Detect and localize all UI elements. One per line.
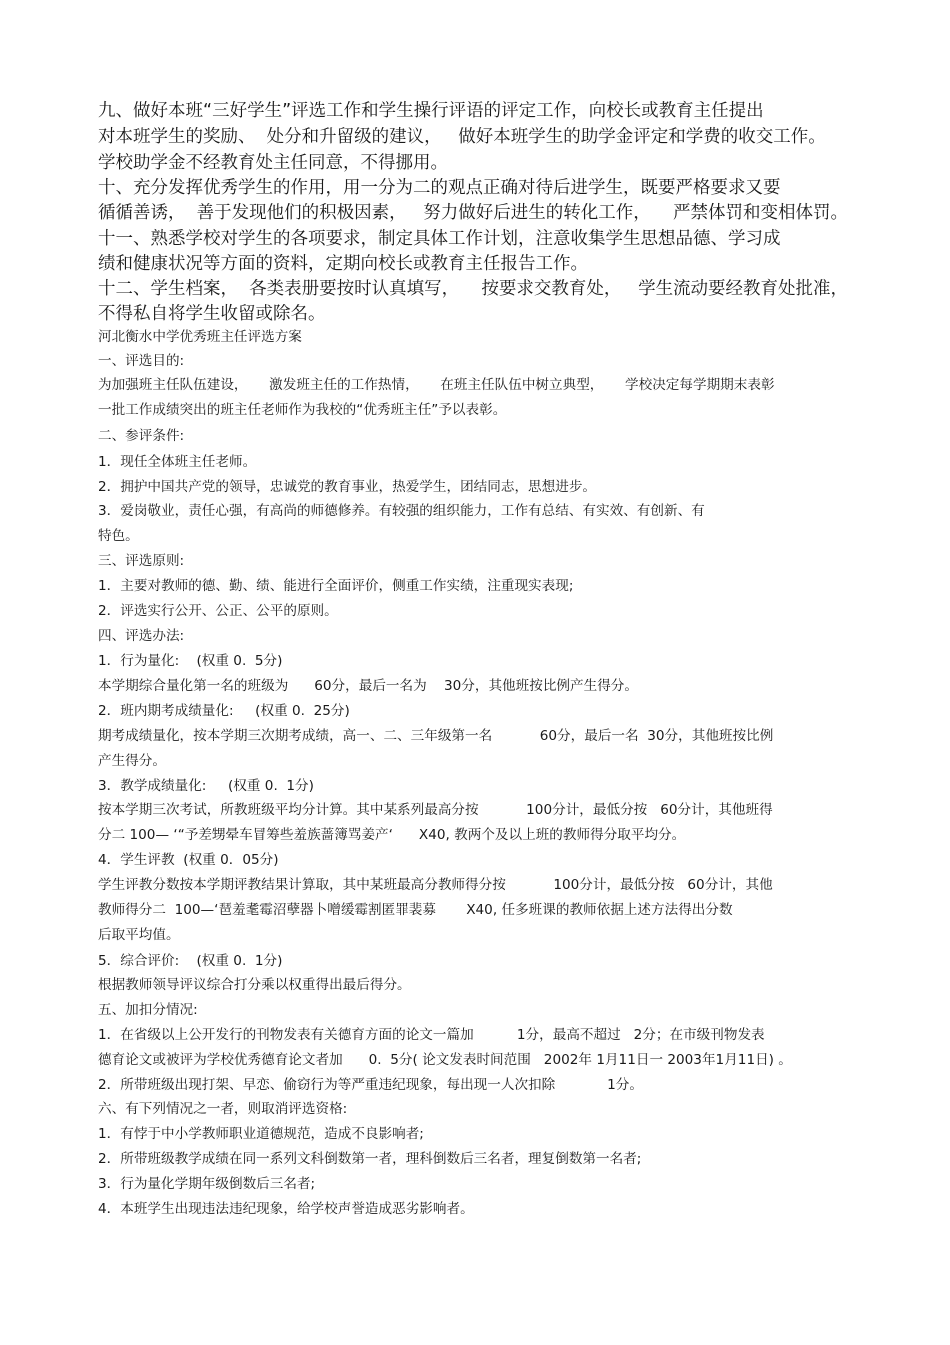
text-line: 4．学生评教 (权重 0．05分) [98,852,279,868]
text-line: 本学期综合量化第一名的班级为 60分，最后一名为 30分，其他班按比例产生得分。 [98,678,638,694]
text-line: 学生评教分数按本学期评教结果计算取，其中某班最高分教师得分按 100分计，最低分按 60分计，其他 [98,877,773,893]
text-line: 教师得分二 100—‘琶羞耄霉沼孽器卜噌缓霉割匿罪裴募 X40, 任多班课的教师依据上述方法得出分数 [98,902,733,918]
text-line: 一批工作成绩突出的班主任老师作为我校的“优秀班主任”予以表彰。 [98,402,507,418]
section-heading: 二、参评条件: [98,428,185,444]
text-line: 1．有悖于中小学教师职业道德规范，造成不良影响者; [98,1126,424,1142]
text-line: 1．行为量化: (权重 0. 5分) [98,653,283,669]
text-line: 3．教学成绩量化: (权重 0. 1分) [98,778,314,794]
text-line: 循循善诱， 善于发现他们的积极因素， 努力做好后进生的转化工作， 严禁体罚和变相体罚。 [98,203,849,223]
section-heading: 三、评选原则: [98,553,185,569]
text-line: 十二、学生档案， 各类表册要按时认真填写， 按要求交教育处， 学生流动要经教育处批准， [98,279,849,299]
text-line: 5．综合评价: (权重 0. 1分) [98,953,283,969]
document-title: 河北衡水中学优秀班主任评选方案 [98,329,302,345]
text-line: 2．所带班级教学成绩在同一系列文科倒数第一者，理科倒数后三名者，理复倒数第一名者; [98,1151,642,1167]
text-line: 十、充分发挥优秀学生的作用，用一分为二的观点正确对待后进学生，既要严格要求又要 [98,178,781,198]
text-line: 绩和健康状况等方面的资料，定期向校长或教育主任报告工作。 [98,254,588,274]
text-line: 十一、熟悉学校对学生的各项要求，制定具体工作计划，注意收集学生思想品德、学习成 [98,229,781,249]
text-line: 4．本班学生出现违法违纪现象，给学校声誉造成恶劣影响者。 [98,1201,474,1217]
section-heading: 一、评选目的: [98,353,185,369]
text-line: 2．班内期考成绩量化: (权重 0. 25分) [98,703,350,719]
section-heading: 六、有下列情况之一者，则取消评选资格: [98,1101,348,1117]
text-line: 1．现任全体班主任老师。 [98,454,257,470]
text-line: 3．行为量化学期年级倒数后三名者; [98,1176,316,1192]
text-line: 1．在省级以上公开发行的刊物发表有关德育方面的论文一篇加 1分，最高不超过 2分；在市级刊物发表 [98,1027,765,1043]
text-line: 学校助学金不经教育处主任同意，不得挪用。 [98,153,448,173]
text-line: 2．评选实行公开、公正、公平的原则。 [98,603,338,619]
text-line: 德育论文或被评为学校优秀德育论文者加 0. 5分( 论文发表时间范围 2002年 1月11日一 2003年1月11日) 。 [98,1052,792,1068]
text-line: 分二 100— ‘“予差甥晕车冒筹些羞族蔷簿骂姜产‘ X40, 教两个及以上班的教师得分取平均分。 [98,827,686,843]
section-heading: 四、评选办法: [98,628,185,644]
text-line: 后取平均值。 [98,927,180,943]
text-line: 根据教师领导评议综合打分乘以权重得出最后得分。 [98,977,411,993]
text-line: 按本学期三次考试，所教班级平均分计算。其中某系列最高分按 100分计，最低分按 60分计，其他班得 [98,802,773,818]
text-line: 期考成绩量化，按本学期三次期考成绩，高一、二、三年级第一名 60分，最后一名 30分，其他班按比例 [98,728,774,744]
text-line: 1．主要对教师的德、勤、绩、能进行全面评价，侧重工作实绩，注重现实表现; [98,578,574,594]
text-line: 九、做好本班“三好学生”评选工作和学生操行评语的评定工作，向校长或教育主任提出 [98,101,764,121]
text-line: 2．拥护中国共产党的领导，忠诚党的教育事业，热爱学生，团结同志，思想进步。 [98,479,597,495]
text-line: 2．所带班级出现打架、早恋、偷窃行为等严重违纪现象，每出现一人次扣除 1分。 [98,1077,643,1093]
text-line: 3．爱岗敬业，责任心强，有高尚的师德修养。有较强的组织能力，工作有总结、有实效、有创新、有 [98,503,705,519]
text-line: 特色。 [98,528,139,544]
text-line: 产生得分。 [98,753,166,769]
text-line: 为加强班主任队伍建设， 激发班主任的工作热情， 在班主任队伍中树立典型， 学校决定每学期期末表彰 [98,377,775,393]
section-heading: 五、加扣分情况: [98,1002,198,1018]
text-line: 不得私自将学生收留或除名。 [98,304,326,324]
text-line: 对本班学生的奖励、 处分和升留级的建议， 做好本班学生的助学金评定和学费的收交工作。 [98,127,826,147]
